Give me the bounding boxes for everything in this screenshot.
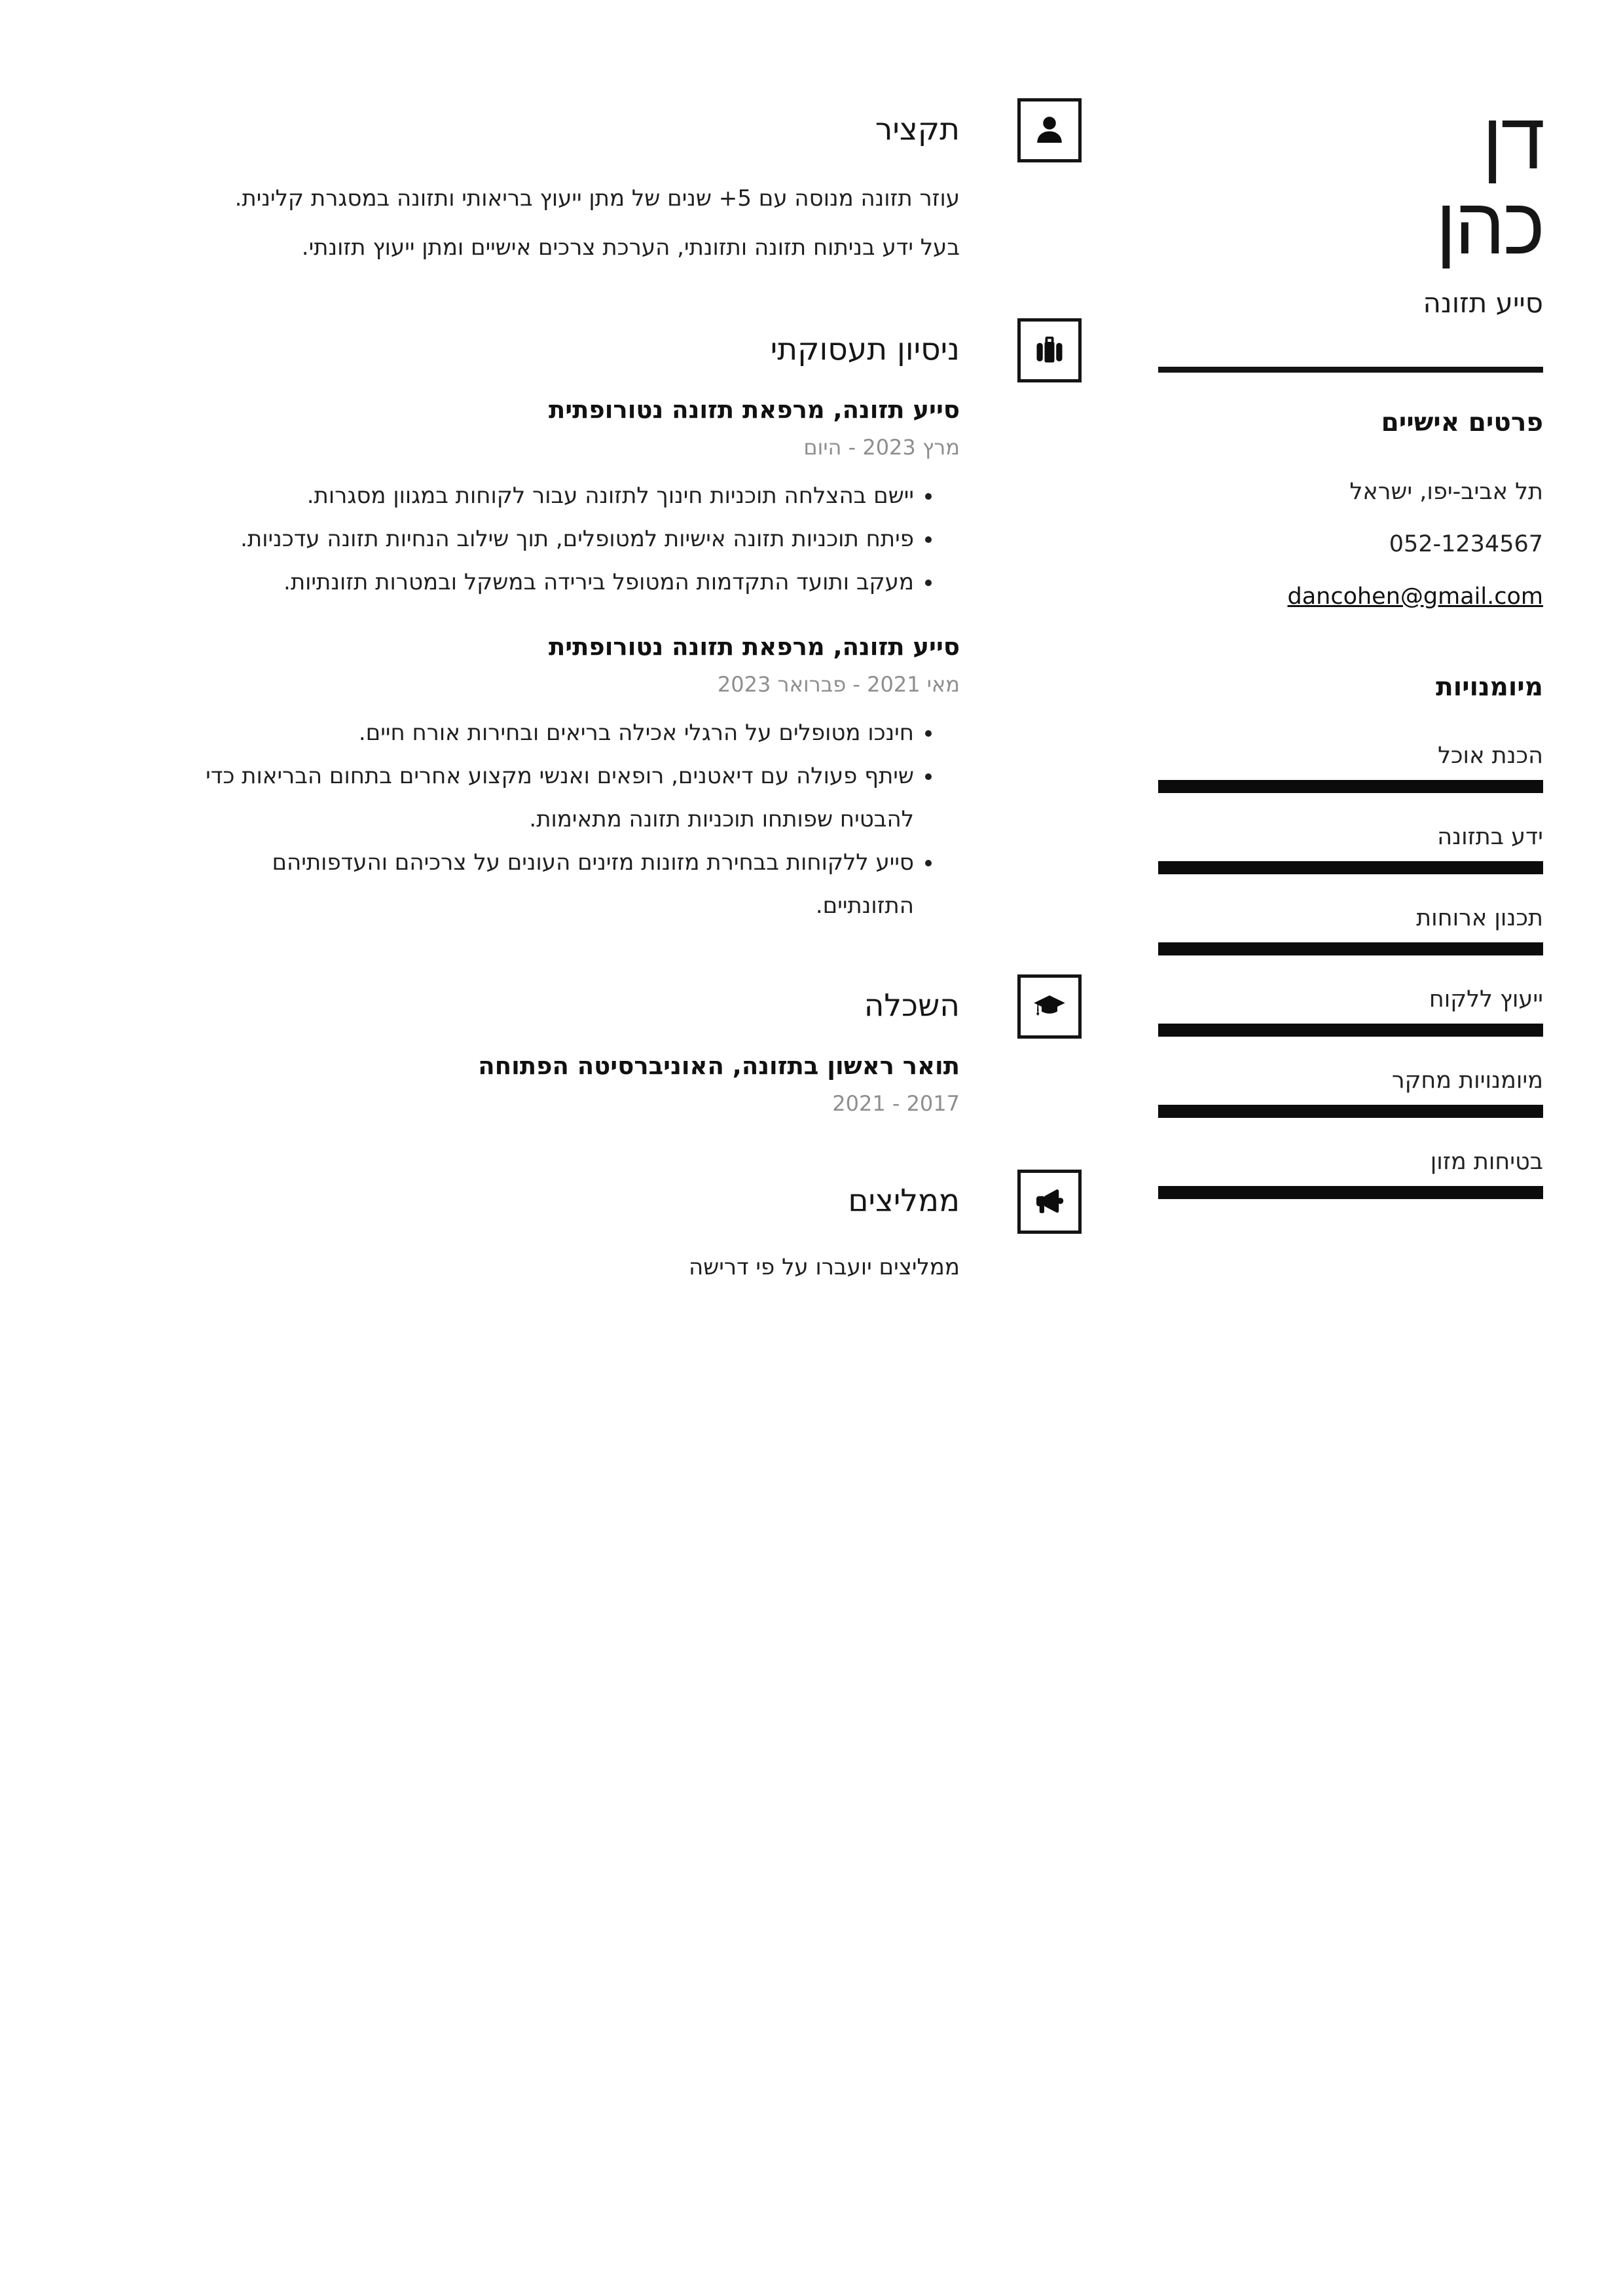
references-text: ממליצים יועברו על פי דרישה	[688, 1254, 960, 1280]
summary-heading: תקציר	[875, 111, 960, 147]
skill-bar-fill	[1158, 1024, 1543, 1037]
job-entry	[75, 394, 960, 604]
personal-details-heading: פרטים אישיים	[1381, 408, 1543, 437]
sidebar	[1158, 94, 1543, 1199]
job-bullets	[200, 474, 960, 604]
skill-bar-fill	[1158, 1105, 1543, 1118]
skill-bar	[1158, 1186, 1543, 1199]
job-dates: מרץ 2023 - היום	[803, 435, 960, 460]
skill-item	[1158, 903, 1543, 955]
skill-label: ידע בתזונה	[1437, 824, 1543, 850]
location-text: תל אביב-יפו, ישראל	[1349, 479, 1543, 505]
skill-bar	[1158, 1105, 1543, 1118]
candidate-job-title: סייע תזונה	[1423, 287, 1543, 319]
job-bullet: • סייע ללקוחות בבחירת מזונות מזינים העונים על צרכיהם והעדפותיהם התזונתיים.	[200, 841, 914, 927]
job-title: סייע תזונה, מרפאת תזונה נטורופתית	[548, 396, 960, 424]
skill-bar	[1158, 780, 1543, 793]
skill-bar-fill	[1158, 780, 1543, 793]
skill-bar-fill	[1158, 861, 1543, 874]
job-entry	[75, 631, 960, 927]
briefcase-icon	[1017, 318, 1082, 382]
sidebar-divider	[1158, 367, 1543, 373]
education-heading: השכלה	[864, 988, 960, 1024]
person-icon	[1017, 98, 1082, 162]
skill-label: מיומנויות מחקר	[1391, 1067, 1543, 1094]
skill-item	[1158, 1065, 1543, 1118]
name-last: כהן	[1435, 179, 1543, 272]
section-experience	[75, 318, 1082, 927]
graduation-cap-icon	[1017, 974, 1082, 1039]
skill-item	[1158, 822, 1543, 874]
name-first: דן	[1482, 94, 1543, 187]
skills-heading: מיומנויות	[1436, 673, 1543, 702]
section-summary	[75, 98, 1082, 272]
summary-text: עוזר תזונה מנוסה עם 5+ שנים של מתן ייעוץ בריאותי ותזונה במסגרת קלינית. בעל ידע בניתוח תזונה ותזונתי, הערכת צרכים אישיים ומתן ייעוץ תזונתי.	[234, 185, 960, 261]
experience-heading: ניסיון תעסוקתי	[770, 331, 960, 367]
skill-label: ייעוץ ללקוח	[1429, 986, 1543, 1012]
references-heading: ממליצים	[848, 1183, 960, 1219]
candidate-name	[1158, 94, 1543, 272]
job-bullet: • יישם בהצלחה תוכניות חינוך לתזונה עבור לקוחות במגוון מסגרות.	[200, 474, 914, 517]
job-bullets	[200, 711, 960, 927]
megaphone-icon	[1017, 1170, 1082, 1234]
skill-bar-fill	[1158, 1186, 1543, 1199]
education-dates: 2017 - 2021	[832, 1091, 960, 1116]
main-column	[75, 98, 1082, 1335]
section-references	[75, 1170, 1082, 1289]
skill-item	[1158, 741, 1543, 793]
job-bullet: • שיתף פעולה עם דיאטנים, רופאים ואנשי מקצוע אחרים בתחום הבריאות כדי להבטיח שפותחו תוכניות תזונה מתאימות.	[200, 754, 914, 841]
job-title: סייע תזונה, מרפאת תזונה נטורופתית	[548, 633, 960, 661]
skill-item	[1158, 1147, 1543, 1199]
skill-item	[1158, 984, 1543, 1037]
job-bullet: • חינכו מטופלים על הרגלי אכילה בריאים ובחירות אורח חיים.	[200, 711, 914, 754]
skill-bar	[1158, 861, 1543, 874]
section-education	[75, 974, 1082, 1117]
skill-bar-fill	[1158, 942, 1543, 955]
skill-label: בטיחות מזון	[1430, 1149, 1543, 1175]
education-degree: תואר ראשון בתזונה, האוניברסיטה הפתוחה	[478, 1052, 960, 1080]
job-bullet: • פיתח תוכניות תזונה אישיות למטופלים, תוך שילוב הנחיות תזונה עדכניות.	[200, 517, 914, 561]
skill-label: הכנת אוכל	[1438, 743, 1543, 769]
job-bullet: • מעקב ותועד התקדמות המטופל בירידה במשקל ובמטרות תזונתיות.	[200, 561, 914, 604]
email-link[interactable]: dancohen@gmail.com	[1287, 583, 1543, 610]
skill-bar	[1158, 1024, 1543, 1037]
phone-text: 052-1234567	[1389, 531, 1543, 557]
skill-bar	[1158, 942, 1543, 955]
job-dates: מאי 2021 - פברואר 2023	[717, 672, 960, 697]
skill-label: תכנון ארוחות	[1416, 905, 1543, 931]
skills-list	[1158, 741, 1543, 1199]
